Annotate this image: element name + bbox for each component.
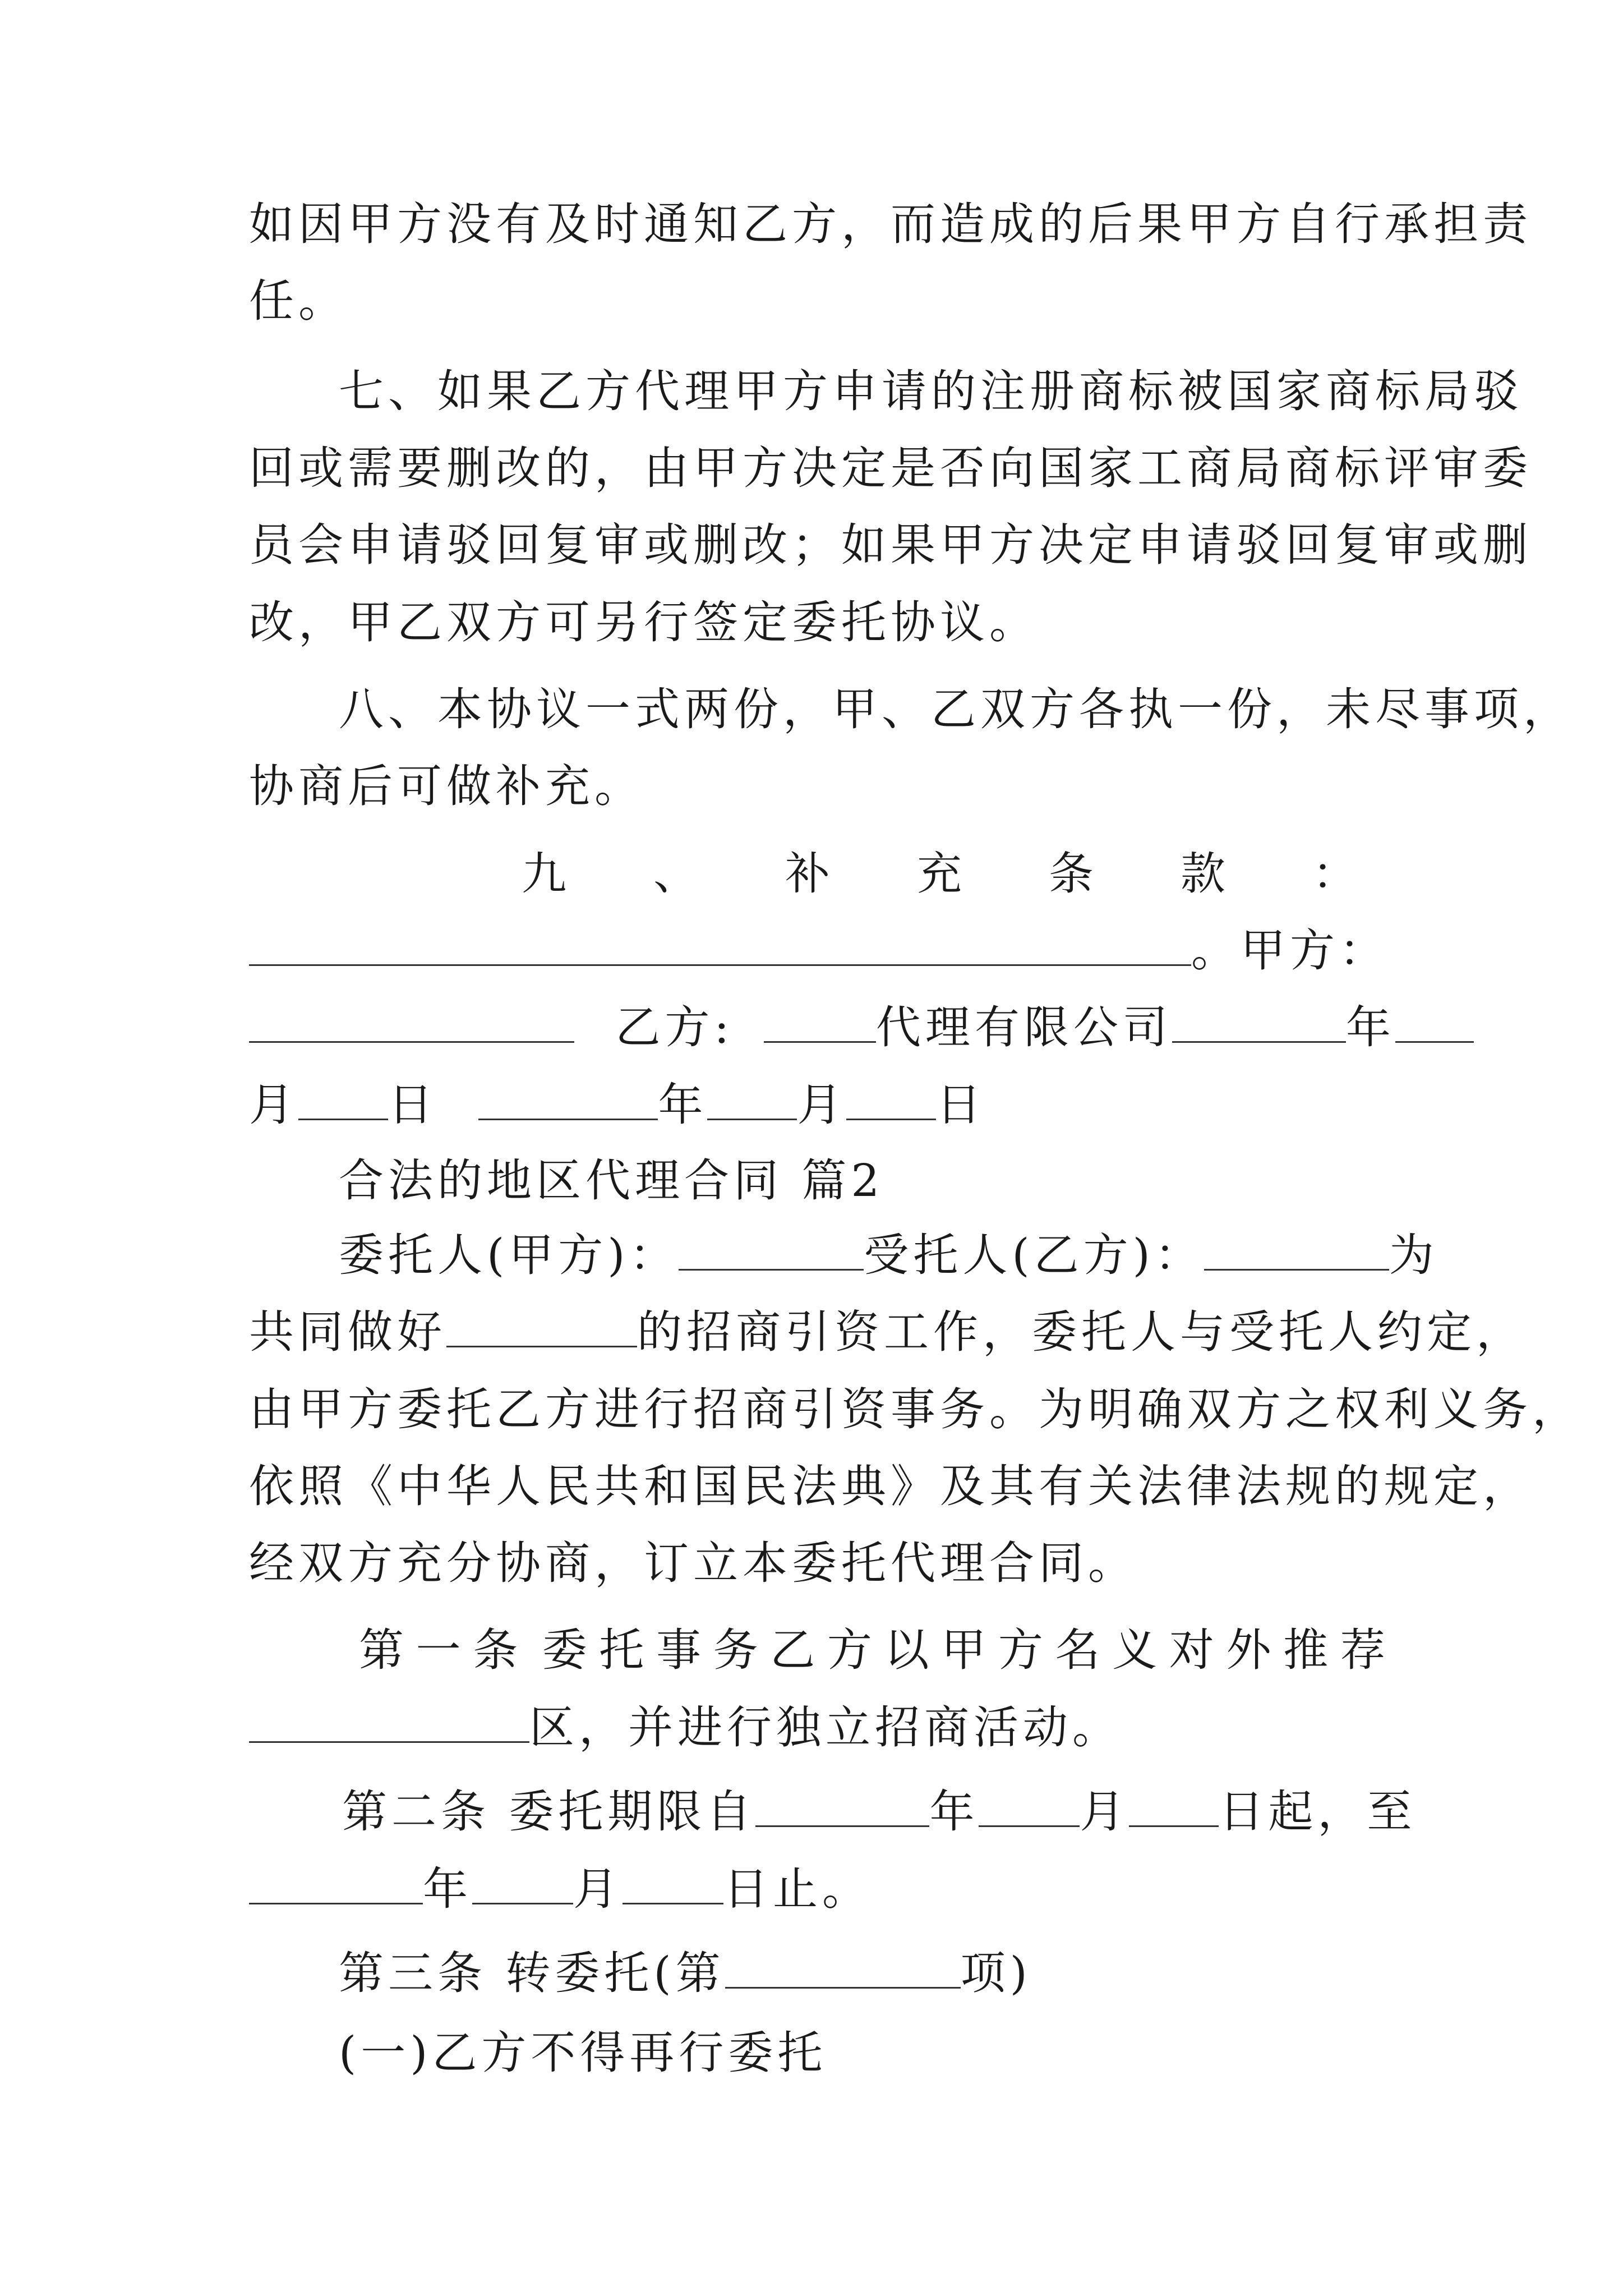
clause-seven-line: 七、如果乙方代理甲方申请的注册商标被国家商标局驳 [339,365,1523,417]
paragraph-line: (一)乙方不得再行委托 [339,2027,827,2079]
paragraph-line: 依照《中华人民共和国民法典》及其有关法律法规的规定， [249,1460,1532,1512]
paragraph-line: 共同做好 的招商引资工作，委托人与受托人约定， [249,1306,1525,1358]
paragraph-line: 由甲方委托乙方进行招商引资事务。为明确双方之权利义务， [249,1383,1581,1435]
blank-underline [764,1002,876,1043]
paragraph-line: 改，甲乙双方可另行签定委托协议。 [249,596,1039,648]
paragraph-line: 区，并进行独立招商活动。 [249,1700,1387,1756]
blank-underline [1172,1002,1346,1043]
blank-underline [249,1002,574,1043]
blank-underline [249,925,1191,966]
date-line: 月 日 年 月 日 [249,1079,986,1131]
blank-underline [707,1079,797,1120]
blank-underline [1204,1230,1389,1271]
paragraph-line: 经双方充分协商，订立本委托代理合同。 [249,1537,1137,1589]
clause-nine-heading: 九 、 补 充 条 款 ： [522,848,1357,900]
blank-underline [755,1786,929,1827]
blank-underline [679,1230,864,1271]
article-one-line: 第 一 条 委 托 事 务 乙 方 以 甲 方 名 义 对 外 推 荐 [359,1624,1385,1676]
supplement-line: 。甲方： [249,923,1387,979]
paragraph-line: 如因甲方没有及时通知乙方，而造成的后果甲方自行承担责 [249,198,1532,250]
blank-underline [446,1306,637,1347]
blank-underline [725,1948,961,1989]
blank-underline [249,1864,423,1904]
section-title: 合法的地区代理合同 篇2 [339,1154,884,1207]
paragraph-line: 年 月 日止。 [249,1861,1387,1917]
blank-underline [472,1864,573,1904]
paragraph-line: 任。 [249,275,348,327]
article-two-line: 第二条 委托期限自 年 月 日起，至 [342,1786,1417,1838]
article-three-line: 第三条 转委托(第 项) [339,1947,1032,1999]
clause-eight-line: 八、本协议一式两份，甲、乙双方各执一份，未尽事项， [339,683,1573,735]
paragraph-line: 员会申请驳回复审或删改；如果甲方决定申请驳回复审或删 [249,519,1532,571]
paragraph-line: 协商后可做补充。 [249,760,644,812]
blank-underline [1395,1002,1474,1043]
blank-underline [1129,1786,1219,1827]
blank-underline [249,1702,529,1743]
parties-line: 委托人(甲方)： 受托人(乙方)： 为 [339,1229,1438,1281]
blank-underline [478,1079,658,1120]
blank-underline [298,1079,388,1120]
blank-underline [846,1079,936,1120]
signature-line: 乙方: 代理有限公司 年 [249,1000,1387,1056]
paragraph-line: 回或需要删改的，由甲方决定是否向国家工商局商标评审委 [249,442,1532,494]
blank-underline [623,1864,723,1904]
blank-underline [979,1786,1080,1827]
